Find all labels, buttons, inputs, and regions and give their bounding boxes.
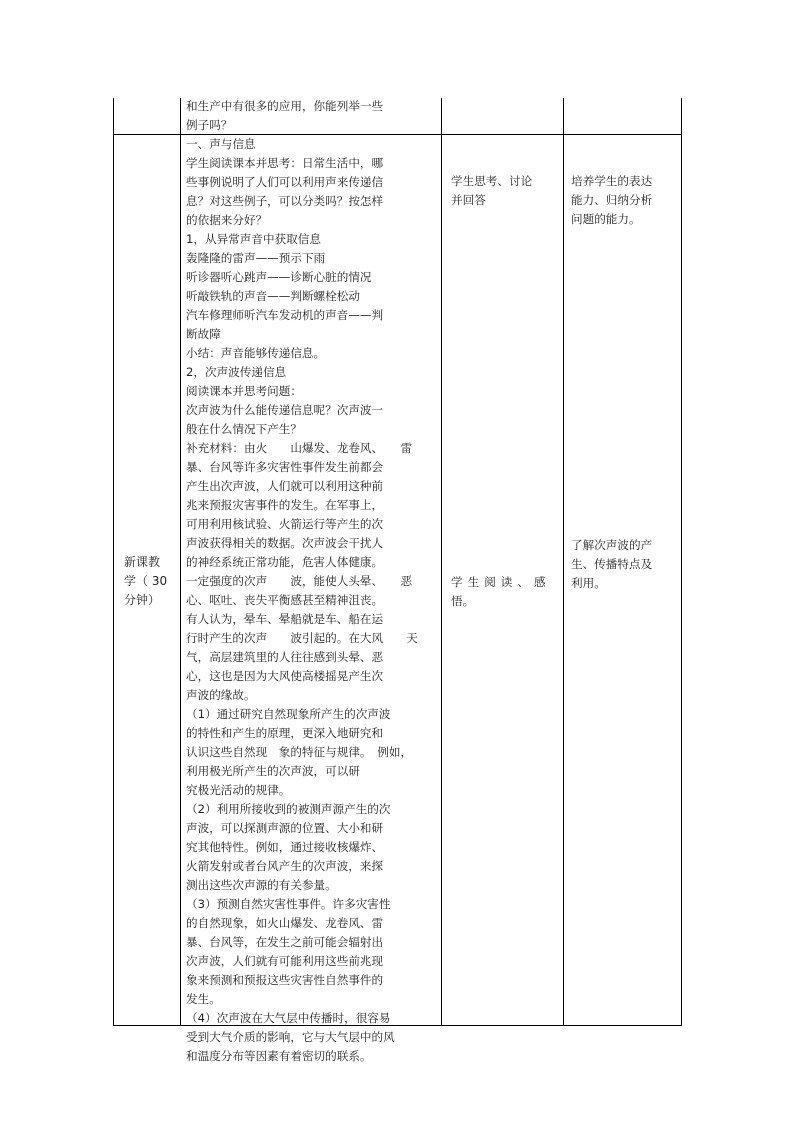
activity-line: 悟。 (451, 594, 475, 608)
content-line: 行时产生的次声 波引起的。在大风 天 (186, 631, 418, 645)
content-line: 火箭发射或者台风产生的次声波，来探 (186, 859, 384, 873)
content-line: 究其他特性。例如，通过接收核爆炸、 (186, 840, 384, 854)
content-line: 汽车修理师听汽车发动机的声音——判 (186, 308, 384, 322)
stage-cell (124, 553, 167, 610)
content-line: （4）次声波在大气层中传播时，很容易 (186, 1011, 391, 1025)
content-line: 学生阅读课本并思考：日常生活中，哪 (186, 156, 384, 170)
design-intent-2 (571, 536, 652, 593)
content-line: 次声波为什么能传递信息呢？次声波一 (186, 403, 384, 417)
table-border-right (681, 98, 682, 1026)
activity-line: 学生阅读、感 (451, 575, 551, 589)
stage-line: 新课教 (124, 555, 161, 569)
activity-line: 学生思考、讨论 (451, 174, 533, 188)
content-line: 心，这也是因为大风使高楼摇晃产生次 (186, 669, 384, 683)
content-line: 小结：声音能够传递信息。 (186, 346, 326, 360)
content-line: 利用极光所产生的次声波，可以研 (186, 764, 360, 778)
content-line: 测出这些次声源的有关参量。 (186, 878, 337, 892)
intent-line: 生、传播特点及 (571, 557, 653, 571)
content-line: 声波获得相关的数据。次声波会干扰人 (186, 536, 384, 550)
intent-line: 利用。 (571, 576, 606, 590)
content-line: 兆来预报灾害事件的发生。在军事上， (186, 498, 384, 512)
content-line: 1，从异常声音中获取信息 (186, 232, 321, 246)
content-line: 的依据来分好？ (186, 213, 268, 227)
stage-line: 学（ 30 (124, 574, 168, 588)
content-line: 声波，可以探测声源的位置、大小和研 (186, 821, 384, 835)
content-line: （3）预测自然灾害性事件。许多灾害性 (186, 897, 391, 911)
content-line: 阅读课本并思考问题： (186, 384, 302, 398)
content-line: 有人认为，晕车、晕船就是车、船在运 (186, 612, 384, 626)
content-line: 心、呕吐、丧失平衡感甚至精神沮丧。 (186, 593, 384, 607)
content-line: 轰隆隆的雷声——预示下雨 (186, 251, 326, 265)
content-line: 产生出次声波，人们就可以利用这种前 (186, 479, 384, 493)
student-activity-1 (451, 172, 532, 210)
content-line: 例子吗？ (186, 118, 233, 132)
column-divider-content (180, 98, 181, 1026)
content-line: 的神经系统正常功能，危害人体健康。 (186, 555, 384, 569)
table-border-left (113, 98, 114, 1026)
content-line: 受到大气介质的影响，它与大气层中的风 (186, 1030, 395, 1044)
intent-line: 培养学生的表达 (571, 174, 653, 188)
content-line: 暴、台风等许多灾害性事件发生前都会 (186, 460, 384, 474)
intent-line: 了解次声波的产 (571, 538, 653, 552)
design-intent-1 (571, 172, 652, 229)
content-line: 2，次声波传递信息 (186, 365, 287, 379)
content-line: 可用利用核试验、火箭运行等产生的次 (186, 517, 384, 531)
content-line: 声波的缘故。 (186, 688, 256, 702)
stage-line: 分钟） (124, 593, 161, 607)
content-line: 听敲铁轨的声音——判断螺栓松动 (186, 289, 360, 303)
content-line: 息？对这些例子，可以分类吗？按怎样 (186, 194, 384, 208)
intent-line: 能力、归纳分析 (571, 193, 653, 207)
activity-line: 并回答 (451, 193, 486, 207)
content-line: （1）通过研究自然现象所产生的次声波 (186, 707, 391, 721)
column-divider-intent (563, 98, 564, 1026)
content-line: 暴、台风等，在发生之前可能会辐射出 (186, 935, 384, 949)
content-line: 的特性和产生的原理，更深入地研究和 (186, 726, 384, 740)
content-line: 些事例说明了人们可以利用声来传递信 (186, 175, 384, 189)
content-line: 次声波，人们就有可能利用这些前兆现 (186, 954, 384, 968)
column-divider-student (441, 98, 442, 1026)
content-line: （2）利用所接收到的被测声源产生的次 (186, 802, 391, 816)
content-line: 和温度分布等因素有着密切的联系。 (186, 1049, 372, 1063)
content-line: 气，高层建筑里的人往往感到头晕、恶 (186, 650, 384, 664)
intent-line: 问题的能力。 (571, 212, 641, 226)
student-activity-2 (451, 573, 551, 611)
content-line: 究极光活动的规律。 (186, 783, 291, 797)
content-line: 象来预测和预报这些灾害性自然事件的 (186, 973, 384, 987)
content-line: 断故障 (186, 327, 221, 341)
content-line: 一定强度的次声 波，能使人头晕、 恶 (186, 574, 413, 588)
content-line: 般在什么情况下产生？ (186, 422, 302, 436)
content-line: 发生。 (186, 992, 221, 1006)
content-line: 补充材料：由火 山爆发、龙卷风、 雷 (186, 441, 413, 455)
content-line: 的自然现象，如火山爆发、龙卷风、雷 (186, 916, 384, 930)
teaching-content (186, 135, 418, 1066)
content-line: 一、声与信息 (186, 137, 256, 151)
content-line: 认识这些自然现 象的特征与规律。 例如， (186, 745, 413, 759)
content-line: 和生产中有很多的应用，你能列举一些 (186, 99, 384, 113)
content-line: 听诊器听心跳声——诊断心脏的情况 (186, 270, 372, 284)
top-row-content (186, 97, 383, 135)
